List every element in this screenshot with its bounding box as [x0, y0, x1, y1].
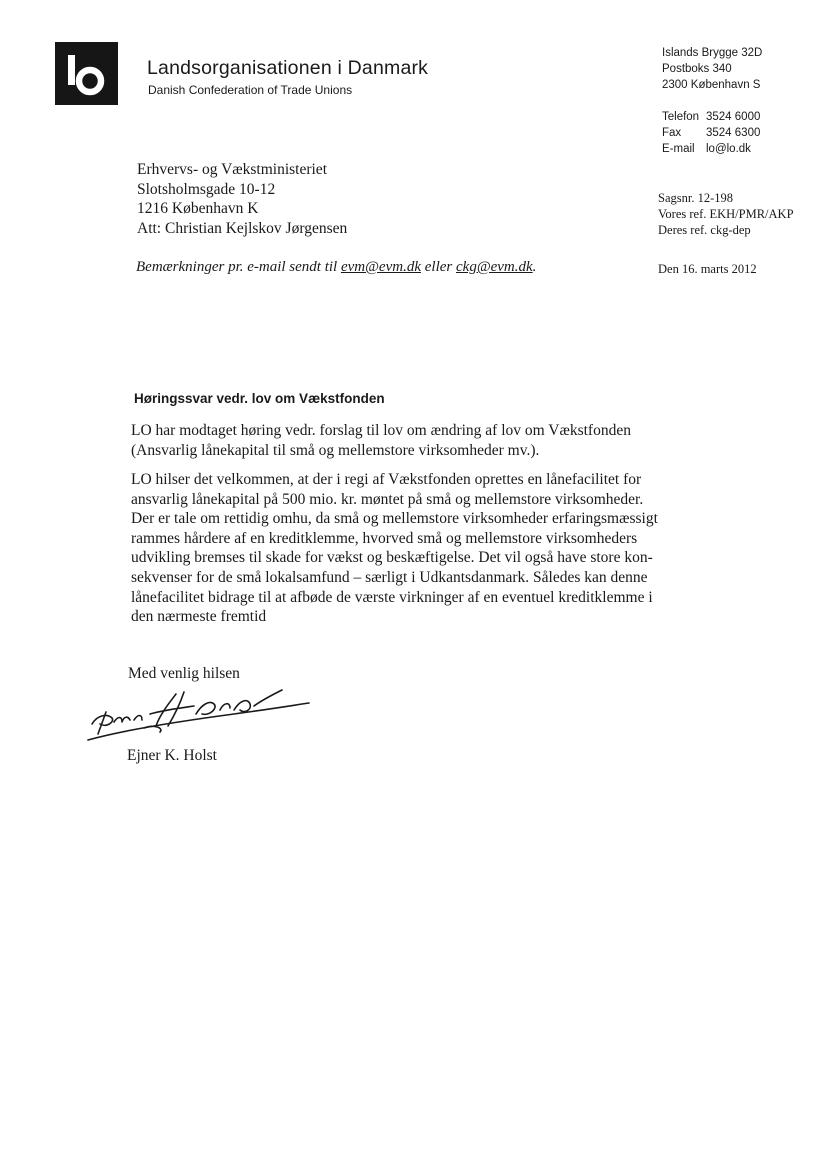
recipient-line: 1216 København K	[137, 200, 259, 217]
body-line: sekvenser for de små lokalsamfund – særligt i Udkantsdanmark. Således kan denne	[131, 568, 648, 586]
email-row	[662, 141, 760, 157]
letter-subject: Høringssvar vedr. lov om Vækstfonden	[134, 391, 385, 406]
body-line: rammes hårdere af en kreditklemme, hvorved små og mellemstore virksomheders	[131, 529, 638, 547]
lo-logo-icon	[55, 42, 118, 105]
fax-row	[662, 125, 760, 141]
address-line: Postboks 340	[662, 63, 732, 75]
address-line: 2300 København S	[662, 79, 761, 91]
signer-name: Ejner K. Holst	[127, 747, 217, 764]
recipient-line: Slotsholmsgade 10-12	[137, 180, 276, 198]
email-link-ckg[interactable]: ckg@evm.dk	[456, 259, 533, 275]
letter-date: Den 16. marts 2012	[658, 262, 757, 276]
body-paragraph-1	[131, 421, 631, 460]
lo-logo	[55, 42, 118, 105]
address-line: Islands Brygge 32D	[662, 47, 763, 59]
closing-greeting: Med venlig hilsen	[128, 665, 240, 682]
organization-name: Landsorganisationen i Danmark	[147, 57, 429, 79]
email-label: E-mail	[662, 143, 695, 155]
email-value[interactable]: lo@lo.dk	[706, 143, 751, 155]
body-paragraph-2	[131, 470, 658, 627]
phone-row	[662, 109, 760, 125]
their-reference: Deres ref. ckg-dep	[658, 223, 751, 237]
body-line: ansvarlig lånekapital på 500 mio. kr. møntet på små og mellemstore virksomheder.	[131, 490, 644, 508]
remark-middle: eller	[421, 259, 456, 275]
body-line: (Ansvarlig lånekapital til små og mellemstore virksomheder mv.).	[131, 441, 540, 459]
phone-label: Telefon	[662, 111, 700, 123]
sender-address	[662, 45, 762, 93]
body-line: den nærmeste fremtid	[131, 608, 267, 626]
sender-contacts	[662, 109, 760, 157]
recipient-line: Erhvervs- og Vækstministeriet	[137, 161, 327, 178]
remark-suffix: .	[532, 259, 537, 275]
fax-label: Fax	[662, 127, 682, 139]
body-line: Der er tale om rettidig omhu, da små og mellemstore virksomheder erfaringsmæssigt	[131, 510, 658, 528]
remark-prefix: Bemærkninger pr. e-mail sendt til	[136, 259, 341, 275]
our-reference: Vores ref. EKH/PMR/AKP	[658, 207, 794, 221]
signature-icon	[84, 684, 314, 746]
recipient-address	[137, 160, 347, 238]
body-line: udvikling bremses til skade for vækst og beskæftigelse. Det vil også have store kon-	[131, 549, 653, 567]
remark-line	[136, 259, 536, 276]
case-references	[658, 190, 794, 238]
organization-subtitle: Danish Confederation of Trade Unions	[148, 83, 353, 97]
body-line: LO har modtaget høring vedr. forslag til lov om ændring af lov om Vækstfonden	[131, 422, 631, 439]
email-link-evm[interactable]: evm@evm.dk	[340, 259, 421, 275]
recipient-line: Att: Christian Kejlskov Jørgensen	[137, 219, 348, 237]
case-number: Sagsnr. 12-198	[658, 191, 733, 205]
fax-value: 3524 6300	[706, 127, 761, 139]
body-line: LO hilser det velkommen, at der i regi af Vækstfonden oprettes en lånefacilitet for	[131, 471, 642, 488]
phone-value: 3524 6000	[706, 111, 761, 123]
body-line: lånefacilitet bidrage til at afbøde de værste virkninger af en eventuel kreditklemme i	[131, 588, 653, 606]
handwritten-signature	[84, 684, 314, 746]
